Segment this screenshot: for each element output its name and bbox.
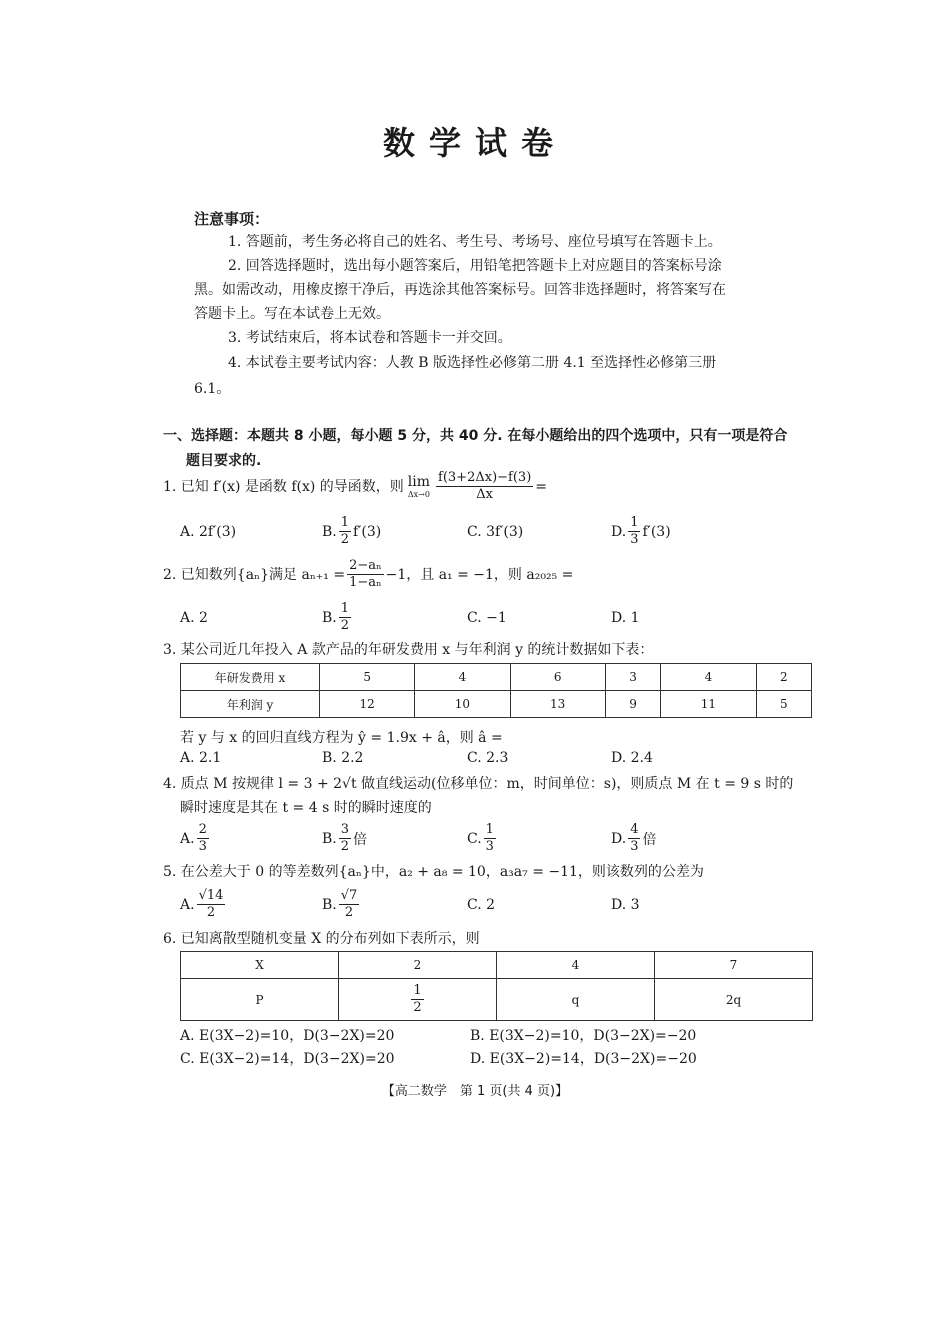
q3-option-b[interactable]: B. 2.2 — [322, 750, 364, 766]
q6-option-c[interactable]: C. E(3X−2)=14，D(3−2X)=20 — [180, 1051, 395, 1067]
table-cell: 4 — [415, 664, 510, 691]
table-cell: 11 — [661, 691, 756, 718]
q5-option-b[interactable]: B. $\frac{√7}{2}$ — [322, 888, 358, 920]
q1-option-d[interactable]: D. $\frac{1}{3}$ f′(3) — [611, 515, 671, 547]
q2-option-a[interactable]: A. 2 — [180, 610, 208, 626]
q5-option-a[interactable]: A. $\frac{√14}{2}$ — [180, 888, 224, 920]
q2-option-b[interactable]: B. $\frac{1}{2}$ — [322, 601, 350, 633]
q2-option-d[interactable]: D. 1 — [611, 610, 640, 626]
q3-option-d[interactable]: D. 2.4 — [611, 750, 653, 766]
table-cell: 6 — [510, 664, 605, 691]
table-cell: X — [181, 952, 339, 979]
table-cell: P — [181, 979, 339, 1021]
question-6-stem: 6. 已知离散型随机变量 X 的分布列如下表所示，则 — [163, 931, 480, 947]
table-cell: 2 — [756, 664, 811, 691]
table-row — [181, 952, 813, 979]
notice-line-5: 3. 考试结束后，将本试卷和答题卡一并交回。 — [228, 330, 512, 346]
table-cell: 3 — [605, 664, 660, 691]
question-4-stem-cont: 瞬时速度是其在 t = 4 s 时的瞬时速度的 — [180, 800, 432, 816]
q5-option-d[interactable]: D. 3 — [611, 897, 640, 913]
notice-line-4: 答题卡上。写在本试卷上无效。 — [194, 306, 390, 322]
q4-option-b[interactable]: B. $\frac{3}{2}$ 倍 — [322, 822, 368, 854]
q1-option-b[interactable]: B. $\frac{1}{2}$ f′(3) — [322, 515, 382, 547]
q6-option-b[interactable]: B. E(3X−2)=10，D(3−2X)=−20 — [470, 1028, 697, 1044]
table-row — [181, 979, 813, 1021]
section-heading-cont: 题目要求的. — [186, 453, 262, 469]
notice-line-1: 1. 答题前，考生务必将自己的姓名、考生号、考场号、座位号填写在答题卡上。 — [228, 234, 722, 250]
table-cell: 4 — [661, 664, 756, 691]
table-cell: 12 — [320, 691, 415, 718]
table-cell: 13 — [510, 691, 605, 718]
q6-option-d[interactable]: D. E(3X−2)=14，D(3−2X)=−20 — [470, 1051, 697, 1067]
table-cell: 5 — [320, 664, 415, 691]
table-cell: 4 — [497, 952, 655, 979]
q4-option-d[interactable]: D. $\frac{4}{3}$ 倍 — [611, 822, 657, 854]
table-cell: 7 — [655, 952, 813, 979]
table-cell: q — [497, 979, 655, 1021]
q5-option-c[interactable]: C. 2 — [467, 897, 496, 913]
table-cell: 10 — [415, 691, 510, 718]
table-cell: $\frac{1}{2}$ — [339, 979, 497, 1021]
table-cell: 9 — [605, 691, 660, 718]
question-4-stem: 4. 质点 M 按规律 l = 3 + 2√t 做直线运动(位移单位：m，时间单位：s)，则质点 M 在 t = 9 s 时的 — [163, 776, 794, 792]
q3-data-table — [180, 663, 812, 718]
question-5-stem: 5. 在公差大于 0 的等差数列{aₙ}中，a₂ + a₈ = 10，a₃a₇ = −11，则该数列的公差为 — [163, 864, 704, 880]
question-2-stem: 2. 已知数列{aₙ}满足 aₙ₊₁ = $\frac{\text{2−aₙ}}{\text{1−aₙ}}$ −1，且 a₁ = −1，则 a₂₀₂₅ = — [163, 558, 574, 590]
notice-line-3: 黑。如需改动，用橡皮擦干净后，再选涂其他答案标号。回答非选择题时，将答案写在 — [194, 282, 726, 298]
notice-line-2: 2. 回答选择题时，选出每小题答案后，用铅笔把答题卡上对应题目的答案标号涂 — [228, 258, 722, 274]
question-3-stem: 3. 某公司近几年投入 A 款产品的年研发费用 x 与年利润 y 的统计数据如下表： — [163, 642, 654, 658]
q6-option-a[interactable]: A. E(3X−2)=10，D(3−2X)=20 — [180, 1028, 395, 1044]
page-footer: 【高二数学 第 1 页(共 4 页)】 — [381, 1084, 569, 1099]
table-row — [181, 664, 812, 691]
table-cell: 5 — [756, 691, 811, 718]
question-1-stem: 1. 已知 f′(x) 是函数 f(x) 的导函数，则 lim Δx→0 $\frac{f(3+2\Delta x)-f(3)}{\Delta x}$ = — [163, 470, 547, 502]
q3-option-c[interactable]: C. 2.3 — [467, 750, 509, 766]
q3-condition: 若 y 与 x 的回归直线方程为 ŷ = 1.9x + â，则 â = — [180, 730, 503, 746]
table-cell: 2q — [655, 979, 813, 1021]
notice-line-7: 6.1。 — [194, 381, 231, 397]
q1-option-a[interactable]: A. 2f′(3) — [180, 524, 237, 540]
q4-option-a[interactable]: A. $\frac{2}{3}$ — [180, 822, 207, 854]
table-row — [181, 691, 812, 718]
page-title: 数学试卷 — [382, 124, 567, 162]
table-cell: 2 — [339, 952, 497, 979]
table-cell: 年研发费用 x — [181, 664, 320, 691]
notice-line-6: 4. 本试卷主要考试内容：人教 B 版选择性必修第二册 4.1 至选择性必修第三册 — [228, 355, 717, 371]
q2-option-c[interactable]: C. −1 — [467, 610, 507, 626]
q3-option-a[interactable]: A. 2.1 — [180, 750, 222, 766]
section-heading: 一、选择题：本题共 8 小题，每小题 5 分，共 40 分. 在每小题给出的四个选项中，只有一项是符合 — [163, 428, 788, 444]
table-cell: 年利润 y — [181, 691, 320, 718]
q4-option-c[interactable]: C. $\frac{1}{3}$ — [467, 822, 494, 854]
q1-option-c[interactable]: C. 3f′(3) — [467, 524, 524, 540]
q6-distribution-table — [180, 951, 813, 1021]
notice-heading: 注意事项： — [194, 210, 270, 228]
